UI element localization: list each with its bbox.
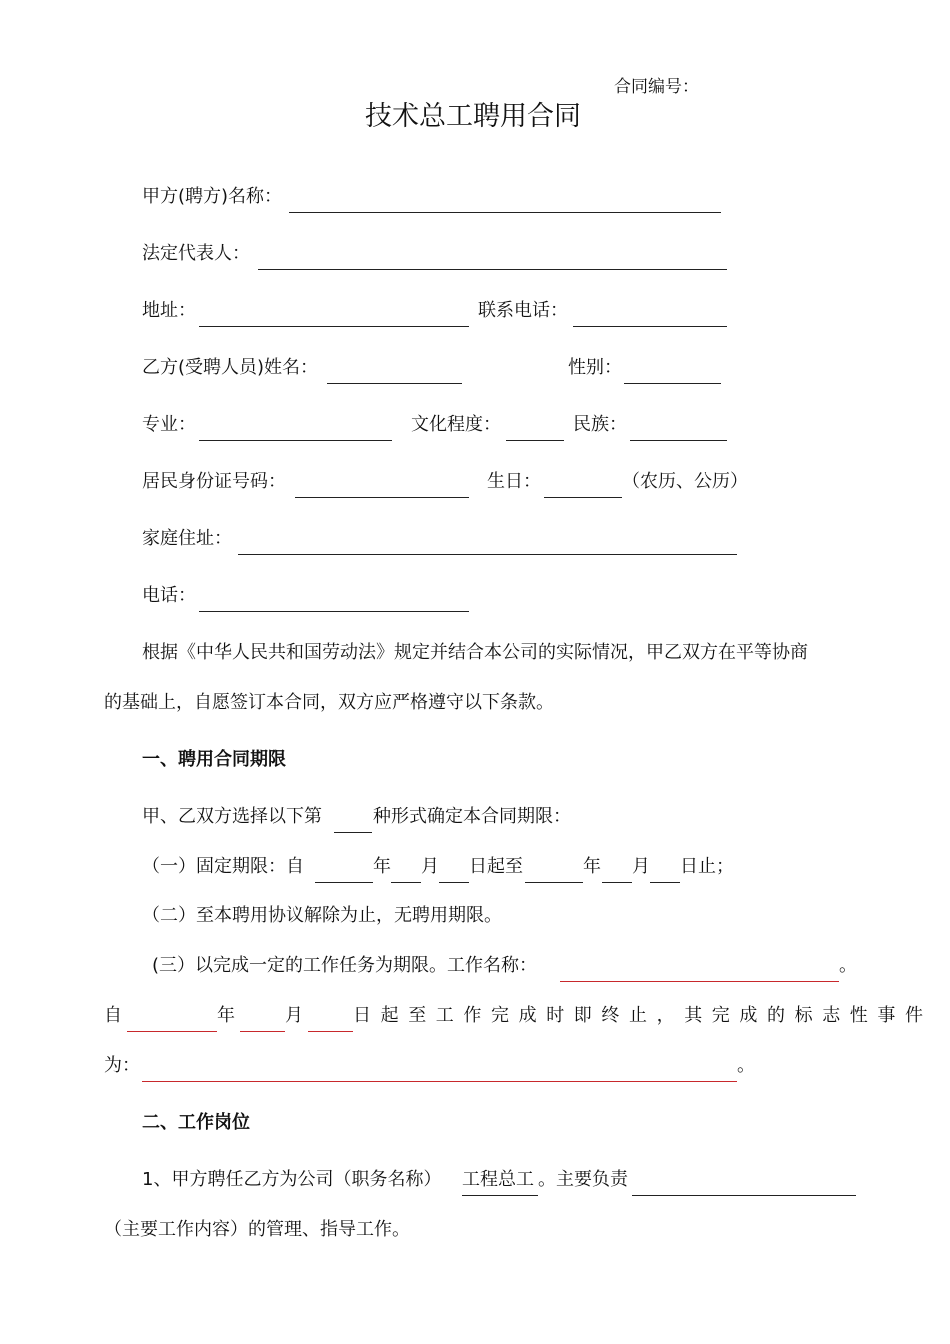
intro-line-1: 根据《中华人民共和国劳动法》规定并结合本公司的实际情况，甲乙双方在平等协商 <box>142 642 808 663</box>
gender-label: 性别： <box>568 357 622 378</box>
birthday-label: 生日： <box>487 471 541 492</box>
contract-number-label: 合同编号： <box>614 77 699 97</box>
gender-blank[interactable] <box>624 383 721 384</box>
fixed-end-month-blank[interactable] <box>602 882 632 883</box>
fixed-start-month-blank[interactable] <box>391 882 421 883</box>
fixed-month-char: 月 <box>421 856 439 877</box>
section-2-heading: 二、工作岗位 <box>142 1112 250 1133</box>
term-choice-blank[interactable] <box>334 832 372 833</box>
fixed-until-text: 日止； <box>680 856 734 877</box>
fixed-year-char: 年 <box>373 856 391 877</box>
address-blank[interactable] <box>199 326 469 327</box>
calendar-note: （农历、公历） <box>622 471 748 492</box>
ethnicity-blank[interactable] <box>630 440 727 441</box>
fixed-end-year-blank[interactable] <box>525 882 583 883</box>
major-label: 专业： <box>142 414 196 435</box>
education-label: 文化程度： <box>411 414 501 435</box>
task-term-label: (三）以完成一定的工作任务为期限。工作名称： <box>152 955 538 976</box>
indefinite-term-text: （二）至本聘用协议解除为止，无聘用期限。 <box>142 905 502 926</box>
job-item-1-mid: 。主要负责 <box>538 1169 628 1190</box>
job-item-1-line-2: （主要工作内容）的管理、指导工作。 <box>104 1219 410 1240</box>
fixed-from-text: 日起至 <box>469 856 523 877</box>
fixed-month2-char: 月 <box>632 856 650 877</box>
party-b-name-label: 乙方(受聘人员)姓名： <box>142 357 319 378</box>
task-year-char: 年 <box>217 1005 235 1026</box>
task-rest-text: 日起至工作完成时即终止，其完成的标志性事件 <box>353 1005 933 1026</box>
document-title: 技术总工聘用合同 <box>365 101 581 132</box>
party-a-name-blank[interactable] <box>289 212 721 213</box>
term-choose-suffix: 种形式确定本合同期限： <box>373 806 571 827</box>
contact-phone-label: 联系电话： <box>478 300 568 321</box>
job-position-value: 工程总工 <box>462 1169 534 1190</box>
phone-blank[interactable] <box>199 611 469 612</box>
fixed-term-label: （一）固定期限：自 <box>142 856 304 877</box>
home-address-label: 家庭住址： <box>142 528 232 549</box>
legal-rep-label: 法定代表人： <box>142 243 250 264</box>
task-name-end: 。 <box>839 955 857 976</box>
id-number-label: 居民身份证号码： <box>142 471 286 492</box>
fixed-start-year-blank[interactable] <box>315 882 373 883</box>
task-event-end: 。 <box>737 1055 755 1076</box>
home-address-blank[interactable] <box>238 554 737 555</box>
birthday-blank[interactable] <box>544 497 622 498</box>
task-from-char: 自 <box>104 1005 122 1026</box>
job-item-1-prefix: 1、甲方聘任乙方为公司（职务名称） <box>142 1169 442 1190</box>
task-start-month-blank[interactable] <box>240 1031 285 1032</box>
section-1-heading: 一、聘用合同期限 <box>142 749 286 770</box>
task-month-char: 月 <box>285 1005 303 1026</box>
term-choose-prefix: 甲、乙双方选择以下第 <box>142 806 322 827</box>
party-a-name-label: 甲方(聘方)名称： <box>142 186 283 207</box>
ethnicity-label: 民族： <box>573 414 627 435</box>
task-start-year-blank[interactable] <box>127 1031 217 1032</box>
job-duty-blank[interactable] <box>632 1195 856 1196</box>
id-number-blank[interactable] <box>295 497 469 498</box>
task-event-label: 为： <box>104 1055 140 1076</box>
party-b-name-blank[interactable] <box>327 383 462 384</box>
address-label: 地址： <box>142 300 196 321</box>
task-event-blank[interactable] <box>142 1081 737 1082</box>
fixed-start-day-blank[interactable] <box>439 882 469 883</box>
education-blank[interactable] <box>506 440 564 441</box>
phone-label: 电话： <box>142 585 196 606</box>
task-start-day-blank[interactable] <box>308 1031 353 1032</box>
task-name-blank[interactable] <box>560 981 839 982</box>
fixed-end-day-blank[interactable] <box>650 882 680 883</box>
legal-rep-blank[interactable] <box>258 269 727 270</box>
job-position-underline[interactable] <box>462 1195 538 1196</box>
contact-phone-blank[interactable] <box>573 326 727 327</box>
fixed-year2-char: 年 <box>583 856 601 877</box>
major-blank[interactable] <box>199 440 392 441</box>
intro-line-2: 的基础上，自愿签订本合同，双方应严格遵守以下条款。 <box>104 692 554 713</box>
